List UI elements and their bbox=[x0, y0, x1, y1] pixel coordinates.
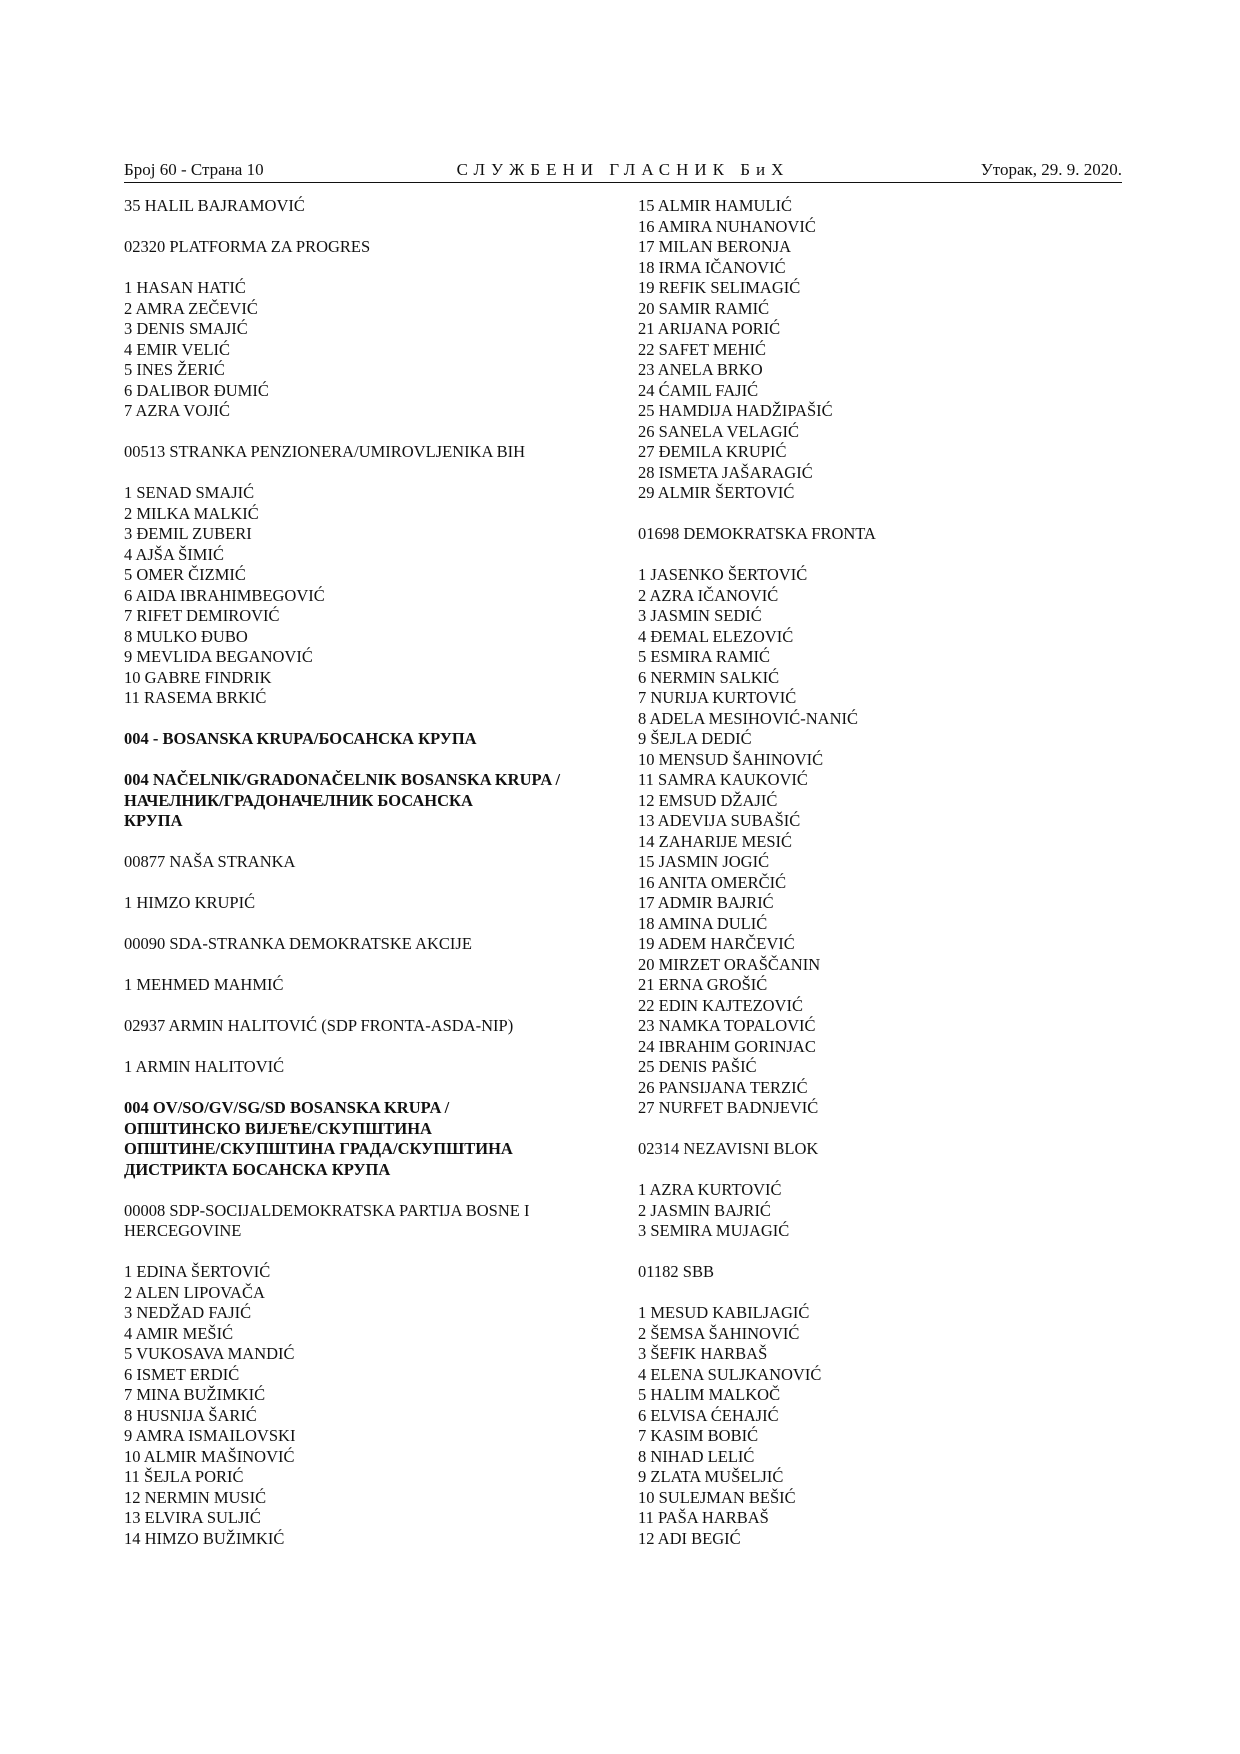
spacer bbox=[124, 955, 594, 976]
list-item: 9 AMRA ISMAILOVSKI bbox=[124, 1426, 296, 1445]
list-item: 2 MILKA MALKIĆ bbox=[124, 503, 259, 523]
list-item: 01182 SBB bbox=[638, 1262, 714, 1281]
list-item: 02937 ARMIN HALITOVIĆ (SDP FRONTA-ASDA-NIP) bbox=[124, 1016, 514, 1035]
list-item: 18 AMINA DULIĆ bbox=[638, 913, 768, 933]
page-header bbox=[124, 160, 1122, 183]
spacer bbox=[124, 1037, 594, 1058]
list-item: 28 ISMETA JAŠARAGIĆ bbox=[638, 462, 813, 482]
list-item: 2 AMRA ZEČEVIĆ bbox=[124, 298, 258, 318]
list-item: 10 MENSUD ŠAHINOVIĆ bbox=[638, 749, 824, 769]
list-item: 15 ALMIR HAMULIĆ bbox=[638, 196, 793, 215]
list-item: 27 ĐEMILA KRUPIĆ bbox=[638, 442, 787, 461]
list-item: 4 ĐEMAL ELEZOVIĆ bbox=[638, 626, 794, 646]
list-item: 2 AZRA IČANOVIĆ bbox=[638, 585, 779, 605]
spacer bbox=[124, 1078, 594, 1099]
list-item: 16 ANITA OMERČIĆ bbox=[638, 872, 787, 892]
list-item: 1 HIMZO KRUPIĆ bbox=[124, 893, 256, 912]
section-heading: ДИСТРИКТА БОСАНСКА КРУПА bbox=[124, 1159, 391, 1179]
list-item: 6 ISMET ERDIĆ bbox=[124, 1364, 240, 1384]
list-item: 6 ELVISA ĆEHAJIĆ bbox=[638, 1405, 779, 1425]
list-item: 1 ARMIN HALITOVIĆ bbox=[124, 1057, 285, 1076]
issue-page-number: Број 60 - Страна 10 bbox=[124, 160, 264, 179]
list-item: 19 ADEM HARČEVIĆ bbox=[638, 934, 795, 953]
list-item: 7 RIFET DEMIROVIĆ bbox=[124, 606, 280, 625]
list-item: 21 ARIJANA PORIĆ bbox=[638, 319, 781, 338]
spacer bbox=[638, 504, 1122, 525]
list-item: 9 ŠEJLA DEDIĆ bbox=[638, 729, 752, 748]
list-item: 11 PAŠA HARBAŠ bbox=[638, 1508, 769, 1527]
list-item: 3 ĐEMIL ZUBERI bbox=[124, 524, 252, 543]
list-item: 26 SANELA VELAGIĆ bbox=[638, 421, 800, 441]
list-item: 24 ĆAMIL FAJIĆ bbox=[638, 380, 759, 400]
list-item: 4 ELENA SULJKANOVIĆ bbox=[638, 1364, 822, 1384]
list-item: 1 MEHMED MAHMIĆ bbox=[124, 975, 284, 994]
list-item: 12 ADI BEGIĆ bbox=[638, 1528, 741, 1548]
list-item: 14 HIMZO BUŽIMKIĆ bbox=[124, 1528, 285, 1548]
list-item: 3 ŠEFIK HARBAŠ bbox=[638, 1344, 768, 1363]
list-item: 10 SULEJMAN BEŠIĆ bbox=[638, 1487, 796, 1507]
list-item: 1 HASAN HATIĆ bbox=[124, 278, 246, 297]
list-item: 3 DENIS SMAJIĆ bbox=[124, 319, 248, 338]
list-item: 12 NERMIN MUSIĆ bbox=[124, 1487, 267, 1507]
spacer bbox=[124, 217, 594, 238]
list-item: 22 SAFET MEHIĆ bbox=[638, 339, 767, 359]
section-heading: КРУПА bbox=[124, 811, 183, 830]
list-item: 1 AZRA KURTOVIĆ bbox=[638, 1180, 782, 1199]
list-item: 00513 STRANKA PENZIONERA/UMIROVLJENIKA BIH bbox=[124, 442, 526, 461]
list-item: 16 AMIRA NUHANOVIĆ bbox=[638, 216, 816, 236]
list-item: 7 NURIJA KURTOVIĆ bbox=[638, 688, 797, 707]
list-item: 4 AMIR MEŠIĆ bbox=[124, 1323, 234, 1343]
left-column bbox=[124, 196, 594, 1549]
spacer bbox=[638, 545, 1122, 566]
list-item: 3 SEMIRA MUJAGIĆ bbox=[638, 1221, 790, 1240]
list-item: HERCEGOVINE bbox=[124, 1221, 242, 1240]
list-item: 02314 NEZAVISNI BLOK bbox=[638, 1139, 819, 1158]
list-item: 8 HUSNIJA ŠARIĆ bbox=[124, 1405, 257, 1425]
spacer bbox=[124, 463, 594, 484]
list-item: 25 HAMDIJA HADŽIPAŠIĆ bbox=[638, 401, 833, 420]
spacer bbox=[124, 709, 594, 730]
list-item: 23 ANELA BRKO bbox=[638, 360, 763, 379]
section-heading: 004 - BOSANSKA KRUPA/БОСАНСКА КРУПА bbox=[124, 729, 477, 748]
list-item: 2 ŠEMSA ŠAHINOVIĆ bbox=[638, 1323, 800, 1343]
list-item: 15 JASMIN JOGIĆ bbox=[638, 852, 770, 871]
list-item: 8 NIHAD LELIĆ bbox=[638, 1446, 755, 1466]
list-item: 9 MEVLIDA BEGANOVIĆ bbox=[124, 647, 313, 666]
list-item: 8 MULKO ĐUBO bbox=[124, 626, 248, 646]
list-item: 00090 SDA-STRANKA DEMOKRATSKE AKCIJE bbox=[124, 934, 472, 953]
list-item: 5 OMER ČIZMIĆ bbox=[124, 565, 246, 584]
spacer bbox=[638, 1242, 1122, 1263]
list-item: 14 ZAHARIJE MESIĆ bbox=[638, 831, 793, 851]
list-item: 17 MILAN BERONJA bbox=[638, 237, 792, 256]
list-item: 22 EDIN KAJTEZOVIĆ bbox=[638, 995, 803, 1015]
list-item: 00877 NAŠA STRANKA bbox=[124, 852, 296, 871]
list-item: 5 ESMIRA RAMIĆ bbox=[638, 647, 771, 666]
list-item: 10 ALMIR MAŠINOVIĆ bbox=[124, 1446, 295, 1466]
list-item: 5 HALIM MALKOČ bbox=[638, 1385, 781, 1404]
list-item: 13 ELVIRA SULJIĆ bbox=[124, 1508, 261, 1527]
list-item: 02320 PLATFORMA ZA PROGRES bbox=[124, 237, 371, 256]
section-heading: 004 NAČELNIK/GRADONAČELNIK BOSANSKA KRUPA / bbox=[124, 770, 561, 789]
list-item: 19 REFIK SELIMAGIĆ bbox=[638, 278, 801, 297]
list-item: 23 NAMKA TOPALOVIĆ bbox=[638, 1016, 816, 1035]
list-item: 7 KASIM BOBIĆ bbox=[638, 1426, 759, 1445]
publication-title: СЛУЖБЕНИ ГЛАСНИК БиХ bbox=[456, 160, 790, 179]
list-item: 3 JASMIN SEDIĆ bbox=[638, 606, 762, 625]
list-item: 2 JASMIN BAJRIĆ bbox=[638, 1200, 771, 1220]
section-heading: НАЧЕЛНИК/ГРАДОНАЧЕЛНИК БОСАНСКА bbox=[124, 790, 473, 810]
list-item: 01698 DEMOKRATSKA FRONTA bbox=[638, 524, 876, 543]
spacer bbox=[124, 1180, 594, 1201]
list-item: 12 EMSUD DŽAJIĆ bbox=[638, 790, 778, 810]
spacer bbox=[124, 750, 594, 771]
section-heading: ОПШТИНЕ/СКУПШТИНА ГРАДА/СКУПШТИНА bbox=[124, 1139, 513, 1158]
list-item: 29 ALMIR ŠERTOVIĆ bbox=[638, 483, 795, 502]
section-heading: ОПШТИНСКО ВИЈЕЋЕ/СКУПШТИНА bbox=[124, 1118, 432, 1138]
list-item: 10 GABRE FINDRIK bbox=[124, 667, 272, 687]
list-item: 20 SAMIR RAMIĆ bbox=[638, 298, 770, 318]
list-item: 21 ERNA GROŠIĆ bbox=[638, 975, 768, 994]
list-item: 7 AZRA VOJIĆ bbox=[124, 401, 231, 420]
list-item: 24 IBRAHIM GORINJAC bbox=[638, 1036, 816, 1056]
spacer bbox=[124, 422, 594, 443]
list-item: 13 ADEVIJA SUBAŠIĆ bbox=[638, 811, 801, 830]
list-item: 20 MIRZET ORAŠČANIN bbox=[638, 954, 821, 974]
spacer bbox=[124, 832, 594, 853]
list-item: 4 AJŠA ŠIMIĆ bbox=[124, 544, 224, 564]
list-item: 11 RASEMA BRKIĆ bbox=[124, 688, 267, 707]
list-item: 35 HALIL BAJRAMOVIĆ bbox=[124, 196, 305, 215]
list-item: 1 EDINA ŠERTOVIĆ bbox=[124, 1262, 271, 1281]
publication-date: Уторак, 29. 9. 2020. bbox=[980, 160, 1122, 179]
list-item: 9 ZLATA MUŠELJIĆ bbox=[638, 1467, 784, 1486]
list-item: 6 NERMIN SALKIĆ bbox=[638, 667, 780, 687]
list-item: 1 SENAD SMAJIĆ bbox=[124, 483, 255, 502]
spacer bbox=[124, 873, 594, 894]
spacer bbox=[124, 914, 594, 935]
list-item: 7 MINA BUŽIMKIĆ bbox=[124, 1385, 266, 1404]
spacer bbox=[124, 996, 594, 1017]
right-column bbox=[638, 196, 1122, 1549]
list-item: 18 IRMA IČANOVIĆ bbox=[638, 257, 786, 277]
list-item: 4 EMIR VELIĆ bbox=[124, 339, 231, 359]
list-item: 00008 SDP-SOCIJALDEMOKRATSKA PARTIJA BOSNE I bbox=[124, 1200, 530, 1220]
list-item: 1 JASENKO ŠERTOVIĆ bbox=[638, 565, 808, 584]
spacer bbox=[124, 1242, 594, 1263]
list-item: 26 PANSIJANA TERZIĆ bbox=[638, 1077, 808, 1097]
list-item: 1 MESUD KABILJAGIĆ bbox=[638, 1303, 810, 1322]
section-heading: 004 OV/SO/GV/SG/SD BOSANSKA KRUPA / bbox=[124, 1098, 450, 1117]
list-item: 2 ALEN LIPOVAČA bbox=[124, 1282, 265, 1302]
spacer bbox=[638, 1283, 1122, 1304]
spacer bbox=[638, 1119, 1122, 1140]
list-item: 25 DENIS PAŠIĆ bbox=[638, 1057, 757, 1076]
list-item: 11 ŠEJLA PORIĆ bbox=[124, 1467, 244, 1486]
list-item: 17 ADMIR BAJRIĆ bbox=[638, 893, 774, 912]
list-item: 6 AIDA IBRAHIMBEGOVIĆ bbox=[124, 585, 325, 605]
list-item: 27 NURFET BADNJEVIĆ bbox=[638, 1098, 819, 1117]
list-item: 5 VUKOSAVA MANDIĆ bbox=[124, 1344, 295, 1363]
list-item: 6 DALIBOR ĐUMIĆ bbox=[124, 380, 269, 400]
list-item: 3 NEDŽAD FAJIĆ bbox=[124, 1303, 252, 1322]
list-item: 11 SAMRA KAUKOVIĆ bbox=[638, 770, 808, 789]
list-item: 8 ADELA MESIHOVIĆ-NANIĆ bbox=[638, 708, 858, 728]
list-item: 5 INES ŽERIĆ bbox=[124, 360, 225, 379]
spacer bbox=[124, 258, 594, 279]
spacer bbox=[638, 1160, 1122, 1181]
